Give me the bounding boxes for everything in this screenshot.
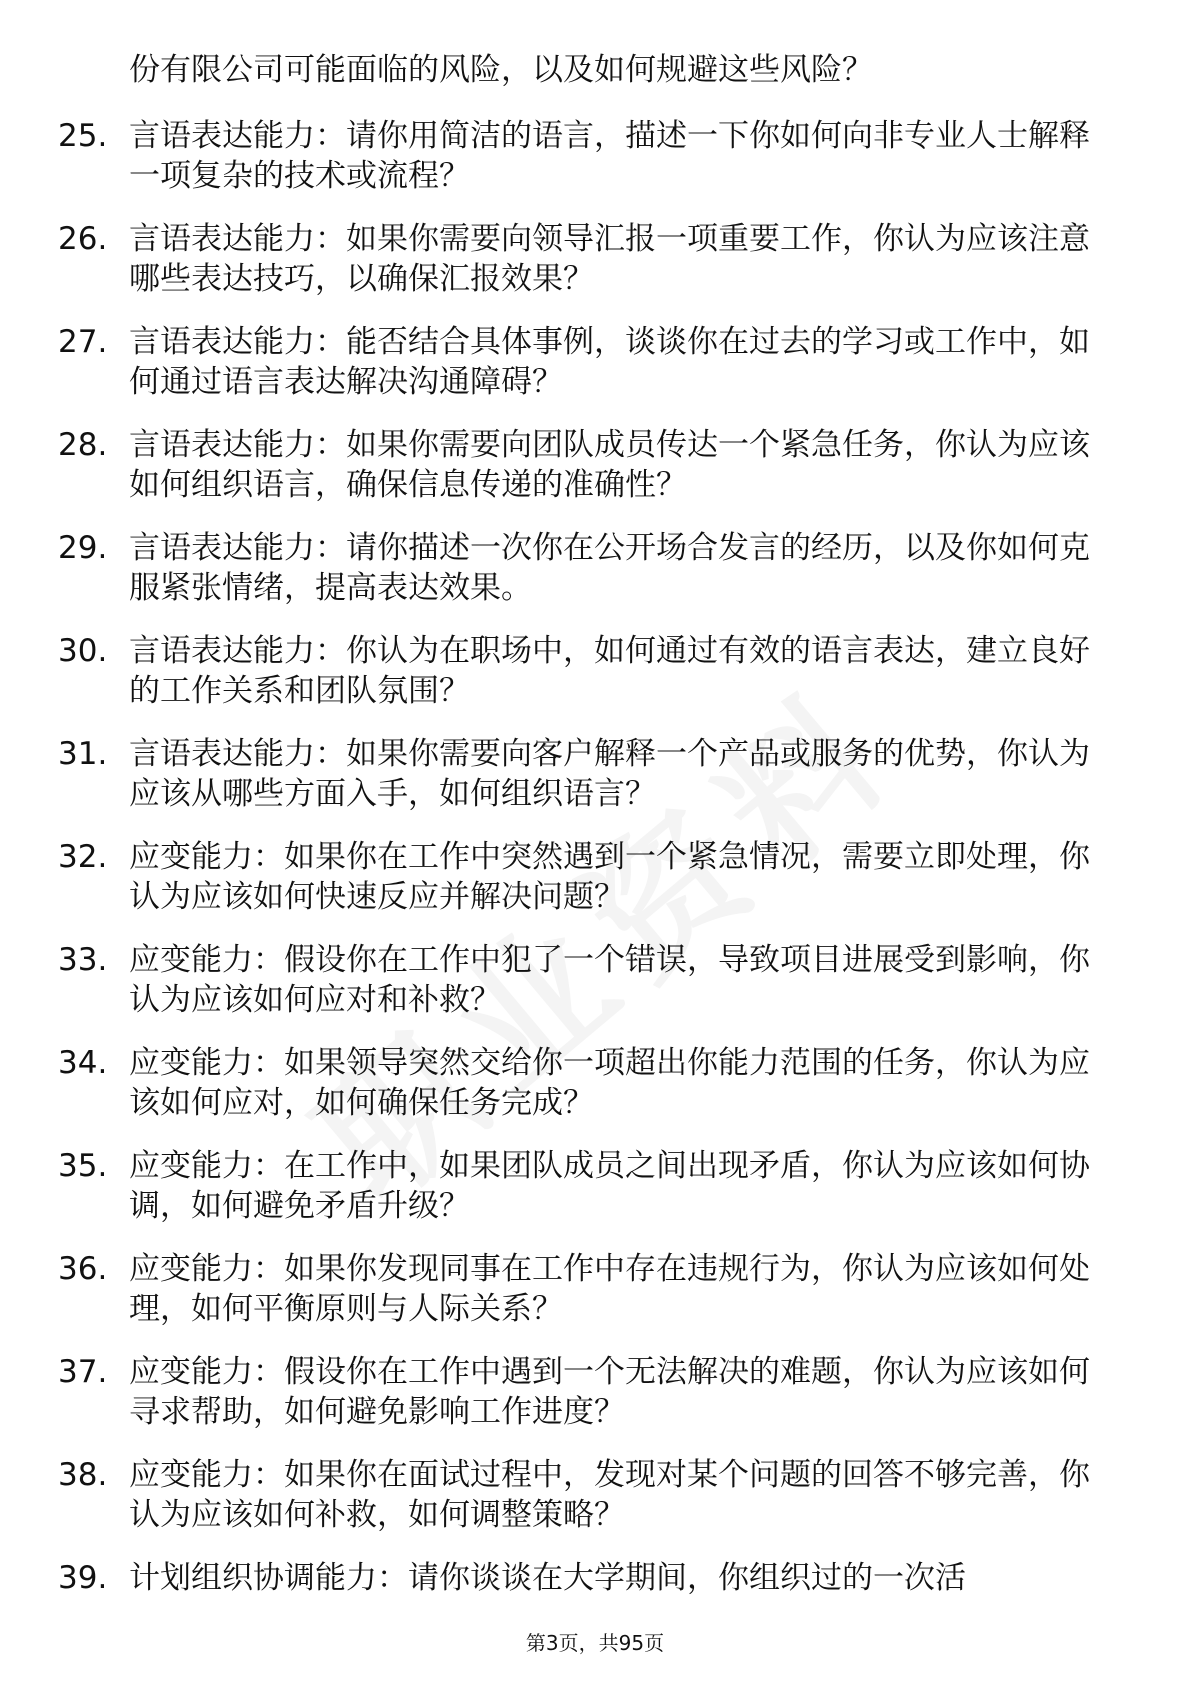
question-number: 30. (58, 633, 108, 669)
list-item (0, 528, 1190, 631)
question-text: 应变能力：假设你在工作中犯了一个错误，导致项目进展受到影响，你认为应该如何应对和补救？ (129, 942, 1090, 1018)
question-text: 应变能力：如果领导突然交给你一项超出你能力范围的任务，你认为应该如何应对，如何确保任务完成？ (129, 1045, 1090, 1121)
list-item (0, 219, 1190, 322)
question-text: 言语表达能力：能否结合具体事例，谈谈你在过去的学习或工作中，如何通过语言表达解决沟通障碍？ (129, 324, 1090, 400)
page-footer: 第3页，共95页 (525, 1631, 665, 1655)
question-number: 29. (58, 530, 108, 566)
question-text: 言语表达能力：你认为在职场中，如何通过有效的语言表达，建立良好的工作关系和团队氛围？ (129, 633, 1090, 709)
question-text: 言语表达能力：请你用简洁的语言，描述一下你如何向非专业人士解释一项复杂的技术或流程？ (129, 118, 1090, 194)
list-item (0, 322, 1190, 425)
question-number: 33. (58, 942, 108, 978)
question-text: 言语表达能力：如果你需要向领导汇报一项重要工作，你认为应该注意哪些表达技巧，以确保汇报效果？ (129, 221, 1090, 297)
list-item (0, 837, 1190, 940)
question-number: 31. (58, 736, 108, 772)
list-item (0, 1352, 1190, 1455)
question-text: 应变能力：如果你在面试过程中，发现对某个问题的回答不够完善，你认为应该如何补救，如何调整策略？ (129, 1457, 1090, 1533)
continuation-line: 份有限公司可能面临的风险，以及如何规避这些风险？ (129, 52, 873, 88)
question-text: 应变能力：如果你发现同事在工作中存在违规行为，你认为应该如何处理，如何平衡原则与人际关系？ (129, 1251, 1090, 1327)
list-item (0, 1455, 1190, 1558)
question-text: 计划组织协调能力：请你谈谈在大学期间，你组织过的一次活 (129, 1560, 966, 1596)
list-item (0, 940, 1190, 1043)
list-item (0, 631, 1190, 734)
question-number: 27. (58, 324, 108, 360)
list-item (0, 1146, 1190, 1249)
question-text: 言语表达能力：如果你需要向客户解释一个产品或服务的优势，你认为应该从哪些方面入手，如何组织语言？ (129, 736, 1090, 812)
question-text: 应变能力：假设你在工作中遇到一个无法解决的难题，你认为应该如何寻求帮助，如何避免影响工作进度？ (129, 1354, 1090, 1430)
question-list (0, 116, 1190, 1661)
question-number: 35. (58, 1148, 108, 1184)
list-item (0, 425, 1190, 528)
list-item (0, 116, 1190, 219)
question-number: 39. (58, 1560, 108, 1596)
question-number: 28. (58, 427, 108, 463)
list-item (0, 1043, 1190, 1146)
question-text: 言语表达能力：请你描述一次你在公开场合发言的经历，以及你如何克服紧张情绪，提高表达效果。 (129, 530, 1090, 606)
list-item (0, 1249, 1190, 1352)
list-item (0, 734, 1190, 837)
question-number: 32. (58, 839, 108, 875)
question-number: 36. (58, 1251, 108, 1287)
question-number: 38. (58, 1457, 108, 1493)
question-text: 应变能力：如果你在工作中突然遇到一个紧急情况，需要立即处理，你认为应该如何快速反应并解决问题？ (129, 839, 1090, 915)
question-number: 34. (58, 1045, 108, 1081)
question-number: 25. (58, 118, 108, 154)
question-text: 言语表达能力：如果你需要向团队成员传达一个紧急任务，你认为应该如何组织语言，确保信息传递的准确性？ (129, 427, 1090, 503)
question-text: 应变能力：在工作中，如果团队成员之间出现矛盾，你认为应该如何协调，如何避免矛盾升级？ (129, 1148, 1090, 1224)
question-number: 26. (58, 221, 108, 257)
question-number: 37. (58, 1354, 108, 1390)
